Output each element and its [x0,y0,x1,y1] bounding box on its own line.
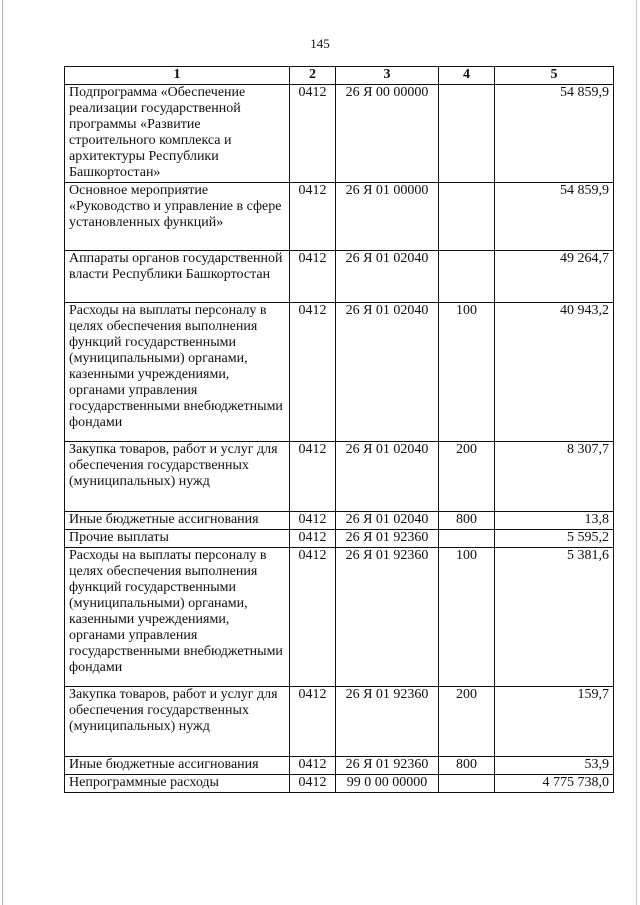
expense-type-code [439,251,495,303]
table-row [65,548,614,687]
table-row [65,757,614,775]
expense-type-code: 800 [439,512,495,530]
column-header-2: 2 [290,67,336,85]
page-edge-left [2,0,3,905]
expense-name: Расходы на выплаты персоналу в целях обеспечения выполнения функций государственными (муниципальными) органами, казенными учреждениями, органами управления государственными внебюджетными фондами [65,303,290,442]
expense-type-code: 200 [439,687,495,757]
target-article-code: 26 Я 01 00000 [336,183,439,251]
expense-type-code [439,85,495,183]
amount: 49 264,7 [495,251,614,303]
target-article-code: 26 Я 01 92360 [336,757,439,775]
target-article-code: 26 Я 01 02040 [336,251,439,303]
expense-type-code: 200 [439,442,495,512]
expense-name: Основное мероприятие «Руководство и управление в сфере установленных функций» [65,183,290,251]
amount: 54 859,9 [495,85,614,183]
expense-type-code: 100 [439,548,495,687]
expense-type-code: 800 [439,757,495,775]
table-row [65,530,614,548]
section-code: 0412 [290,775,336,793]
table-row [65,775,614,793]
table-row [65,251,614,303]
table-row [65,183,614,251]
target-article-code: 26 Я 00 00000 [336,85,439,183]
section-code: 0412 [290,442,336,512]
section-code: 0412 [290,512,336,530]
amount: 8 307,7 [495,442,614,512]
expense-name: Закупка товаров, работ и услуг для обеспечения государственных (муниципальных) нужд [65,442,290,512]
amount: 4 775 738,0 [495,775,614,793]
expense-name: Расходы на выплаты персоналу в целях обеспечения выполнения функций государственными (муниципальными) органами, казенными учреждениями, органами управления государственными внебюджетными фондами [65,548,290,687]
target-article-code: 99 0 00 00000 [336,775,439,793]
column-header-5: 5 [495,67,614,85]
section-code: 0412 [290,530,336,548]
section-code: 0412 [290,548,336,687]
page-edge-right [636,0,637,905]
expense-name: Иные бюджетные ассигнования [65,757,290,775]
section-code: 0412 [290,183,336,251]
section-code: 0412 [290,687,336,757]
target-article-code: 26 Я 01 92360 [336,530,439,548]
table-row [65,687,614,757]
amount: 5 381,6 [495,548,614,687]
expense-type-code [439,183,495,251]
amount: 53,9 [495,757,614,775]
amount: 40 943,2 [495,303,614,442]
table-row [65,512,614,530]
expense-name: Непрограммные расходы [65,775,290,793]
expense-type-code: 100 [439,303,495,442]
section-code: 0412 [290,251,336,303]
amount: 159,7 [495,687,614,757]
amount: 54 859,9 [495,183,614,251]
table-header-row [65,67,614,85]
budget-table [64,66,614,793]
section-code: 0412 [290,757,336,775]
column-header-3: 3 [336,67,439,85]
column-header-1: 1 [65,67,290,85]
expense-name: Прочие выплаты [65,530,290,548]
expense-name: Закупка товаров, работ и услуг для обеспечения государственных (муниципальных) нужд [65,687,290,757]
target-article-code: 26 Я 01 92360 [336,687,439,757]
target-article-code: 26 Я 01 02040 [336,442,439,512]
expense-name: Иные бюджетные ассигнования [65,512,290,530]
expense-type-code [439,775,495,793]
expense-name: Аппараты органов государственной власти Республики Башкортостан [65,251,290,303]
target-article-code: 26 Я 01 02040 [336,303,439,442]
target-article-code: 26 Я 01 02040 [336,512,439,530]
page-number: 145 [310,36,330,51]
section-code: 0412 [290,85,336,183]
table-row [65,303,614,442]
section-code: 0412 [290,303,336,442]
amount: 5 595,2 [495,530,614,548]
amount: 13,8 [495,512,614,530]
expense-name: Подпрограмма «Обеспечение реализации государственной программы «Развитие строительного комплекса и архитектуры Республики Башкортостан» [65,85,290,183]
expense-type-code [439,530,495,548]
table-row [65,85,614,183]
column-header-4: 4 [439,67,495,85]
table-row [65,442,614,512]
target-article-code: 26 Я 01 92360 [336,548,439,687]
